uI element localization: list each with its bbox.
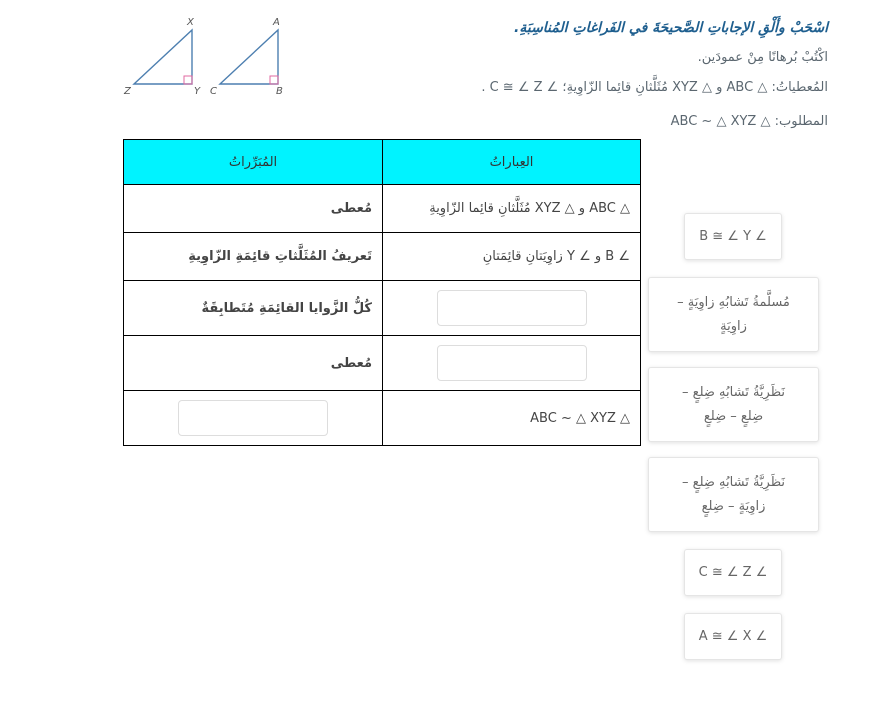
reason-cell: مُعطى (124, 336, 383, 391)
table-row (124, 281, 641, 336)
question-title: اسْحَبْ وأَلْقِ الإجاباتِ الصَّحيحَةَ في الفَراغاتِ المُناسِبَةِ. (514, 20, 828, 36)
reason-cell: كُلُّ الزَّوايا القائِمَةِ مُتَطابِقَةٌ (124, 281, 383, 336)
option-text: زاوِيَةٍ (720, 318, 747, 334)
statement-cell (383, 336, 641, 391)
option-card-aa-similarity[interactable] (648, 277, 819, 352)
triangles-figure (120, 14, 292, 100)
table-row (124, 336, 641, 391)
triangle-xyz (123, 17, 201, 97)
option-text: نَظَرِيَّةُ تَشابُهِ ضِلعٍ – (682, 384, 785, 400)
table-header-row (124, 140, 641, 185)
option-text: ضِلعٍ – ضِلعٍ (703, 408, 764, 424)
instruction-line: اكْتُبْ بُرهانًا مِنْ عمودَين. (697, 50, 828, 65)
statement-cell: △ ABC ~ △ XYZ (383, 391, 641, 446)
option-text: ∠ C ≅ ∠ Z (698, 564, 768, 580)
label-c: C (210, 86, 217, 97)
statement-cell (383, 281, 641, 336)
statement-dropzone[interactable] (437, 290, 587, 326)
option-card-sas-similarity[interactable] (648, 457, 819, 532)
option-text: ∠ B ≅ ∠ Y (699, 228, 767, 244)
proof-table (123, 139, 641, 446)
label-z: Z (124, 86, 131, 97)
reason-dropzone[interactable] (178, 400, 328, 436)
label-y: Y (194, 86, 201, 97)
option-text: نَظَرِيَّةُ تَشابُهِ ضِلعٍ – (682, 474, 785, 490)
table-row (124, 391, 641, 446)
table-row (124, 185, 641, 233)
statements-header: العِباراتُ (383, 140, 641, 185)
label-a: A (273, 17, 280, 28)
reasons-header: المُبَرِّراتُ (124, 140, 383, 185)
option-card-a-x[interactable] (684, 613, 782, 660)
reason-cell: تَعريفُ المُثَلَّثاتِ قائِمَةِ الزّاوِيةِ (124, 233, 383, 281)
option-text: ∠ A ≅ ∠ X (698, 628, 768, 644)
option-card-sss-similarity[interactable] (648, 367, 819, 442)
table-row (124, 233, 641, 281)
label-b: B (276, 86, 283, 97)
reason-cell: مُعطى (124, 185, 383, 233)
label-x: X (187, 17, 194, 28)
option-text: مُسلَّمةُ تَشابُهِ زاوِيَةٍ – (677, 294, 790, 310)
statement-cell: △ ABC و △ XYZ مُثَلَّثانِ قائِما الزّاوِيةِ (383, 185, 641, 233)
option-card-c-z[interactable] (684, 549, 782, 596)
statement-cell: ∠ B و ∠ Y زاوِيَتانِ قائِمَتانِ (383, 233, 641, 281)
prove-line: المطلوب: △ ABC ~ △ XYZ (670, 114, 828, 129)
reason-cell (124, 391, 383, 446)
givens-line: المُعطياتُ: △ ABC و △ XYZ مُثَلَّثانِ قائِما الزّاوِيةِ؛ ∠ C ≅ ∠ Z . (481, 80, 828, 95)
option-text: زاوِيَةٍ – ضِلعٍ (701, 498, 766, 514)
option-card-b-y[interactable] (684, 213, 782, 260)
statement-dropzone[interactable] (437, 345, 587, 381)
